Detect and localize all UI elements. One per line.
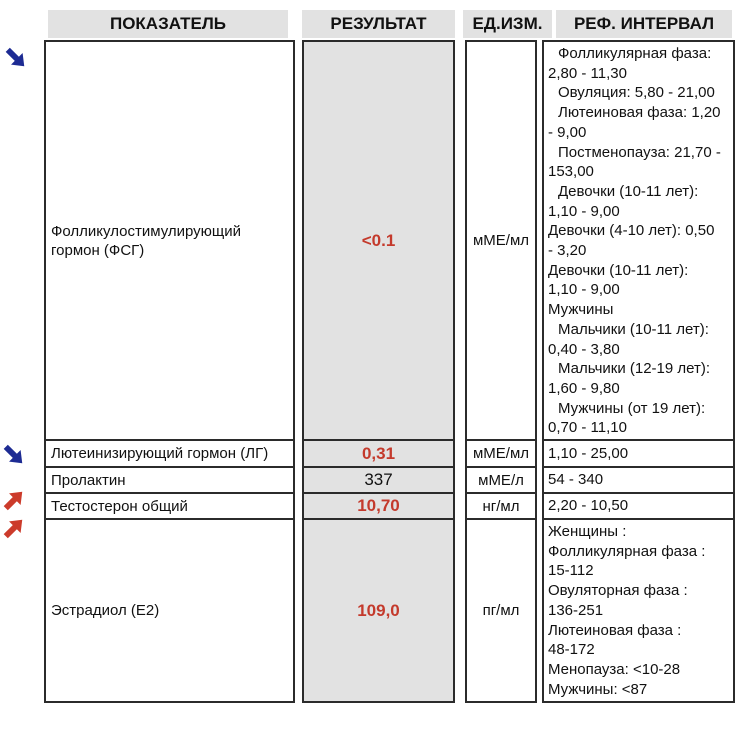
result-cell-testosterone: 10,70 xyxy=(302,492,455,520)
ref-cell-estradiol xyxy=(542,518,735,703)
ref-interval-line: 0,70 - 11,10 xyxy=(548,419,627,437)
indicator-label: Тестостерон общий xyxy=(51,497,188,515)
ref-interval-line: Фолликулярная фаза : xyxy=(548,542,706,560)
result-cell-lh: 0,31 xyxy=(302,439,455,468)
indicator-cell-testosterone xyxy=(44,492,295,520)
column-header-indicator: ПОКАЗАТЕЛЬ xyxy=(48,10,288,38)
ref-interval-line: 153,00 xyxy=(548,163,594,181)
ref-interval-line: Девочки (4-10 лет): 0,50 xyxy=(548,222,715,240)
ref-interval-line: Мальчики (12-19 лет): xyxy=(558,360,711,378)
indicator-cell-prolactin xyxy=(44,466,295,494)
result-cell-prolactin: 337 xyxy=(302,466,455,494)
ref-interval-line: 136-251 xyxy=(548,601,604,619)
ref-interval-line: Лютеиновая фаза: 1,20 xyxy=(558,104,721,122)
column-header-ref-interval: РЕФ. ИНТЕРВАЛ xyxy=(556,10,732,38)
ref-cell-fsh xyxy=(542,40,735,441)
ref-interval-line: Мужчины: <87 xyxy=(548,680,648,698)
ref-cell-lh xyxy=(542,439,735,468)
ref-interval-line: 2,20 - 10,50 xyxy=(548,497,629,515)
ref-cell-prolactin xyxy=(542,466,735,494)
ref-interval-line: 0,40 - 3,80 xyxy=(548,340,620,358)
ref-interval-line: Лютеиновая фаза : xyxy=(548,621,682,639)
indicator-cell-fsh xyxy=(44,40,295,441)
units-cell-testosterone: нг/мл xyxy=(465,492,537,520)
ref-cell-testosterone xyxy=(542,492,735,520)
indicator-label: Фолликулостимулирующий гормон (ФСГ) xyxy=(51,222,242,259)
trend-up-arrow-icon xyxy=(0,486,28,514)
trend-down-arrow-icon xyxy=(2,44,30,72)
ref-interval-line: 1,10 - 25,00 xyxy=(548,444,629,462)
trend-up-arrow-icon xyxy=(0,514,28,542)
ref-interval-line: 15-112 xyxy=(548,562,594,580)
indicator-cell-estradiol xyxy=(44,518,295,703)
ref-interval-line: Девочки (10-11 лет): xyxy=(558,182,699,200)
ref-interval-line: Фолликулярная фаза: xyxy=(558,45,712,62)
units-cell-prolactin: мМЕ/л xyxy=(465,466,537,494)
ref-interval-line: 54 - 340 xyxy=(548,471,604,489)
ref-interval-line: Мужчины xyxy=(548,301,614,319)
ref-interval-line: Овуляторная фаза : xyxy=(548,582,688,600)
ref-interval-line: Девочки (10-11 лет): xyxy=(548,261,689,279)
column-header-result: РЕЗУЛЬТАТ xyxy=(302,10,455,38)
indicator-label: Пролактин xyxy=(51,471,126,489)
trend-up-arrow-shape xyxy=(0,486,28,514)
ref-interval-line: Менопауза: <10-28 xyxy=(548,660,681,678)
trend-down-arrow-shape xyxy=(0,441,28,469)
ref-interval-line: Мальчики (10-11 лет): xyxy=(558,320,709,338)
ref-interval-line: - 9,00 xyxy=(548,123,587,141)
units-cell-lh: мМЕ/мл xyxy=(465,439,537,468)
column-header-units: ЕД.ИЗМ. xyxy=(463,10,552,38)
ref-interval-line: Постменопауза: 21,70 - xyxy=(558,143,721,161)
indicator-cell-lh xyxy=(44,439,295,468)
indicator-label: Эстрадиол (Е2) xyxy=(51,602,160,619)
trend-down-arrow-shape xyxy=(2,44,30,72)
indicator-label: Лютеинизирующий гормон (ЛГ) xyxy=(51,445,269,462)
ref-interval-line: 48-172 xyxy=(548,641,595,659)
indicator-column xyxy=(44,40,295,703)
result-column xyxy=(302,40,455,703)
ref-interval-line: Овуляция: 5,80 - 21,00 xyxy=(558,84,715,102)
result-cell-fsh: <0.1 xyxy=(302,40,455,441)
ref-interval-column xyxy=(542,40,735,703)
result-cell-estradiol: 109,0 xyxy=(302,518,455,703)
units-column xyxy=(465,40,537,703)
trend-down-arrow-icon xyxy=(0,441,28,469)
units-cell-estradiol: пг/мл xyxy=(465,518,537,703)
ref-interval-line: Мужчины (от 19 лет): xyxy=(558,399,706,417)
ref-interval-line: 2,80 - 11,30 xyxy=(548,64,627,82)
ref-interval-line: - 3,20 xyxy=(548,242,587,260)
ref-interval-line: 1,10 - 9,00 xyxy=(548,281,620,299)
ref-interval-line: Женщины : xyxy=(548,523,627,540)
units-cell-fsh: мМЕ/мл xyxy=(465,40,537,441)
ref-interval-line: 1,60 - 9,80 xyxy=(548,379,620,397)
ref-interval-line: 1,10 - 9,00 xyxy=(548,202,620,220)
trend-up-arrow-shape xyxy=(0,514,28,542)
